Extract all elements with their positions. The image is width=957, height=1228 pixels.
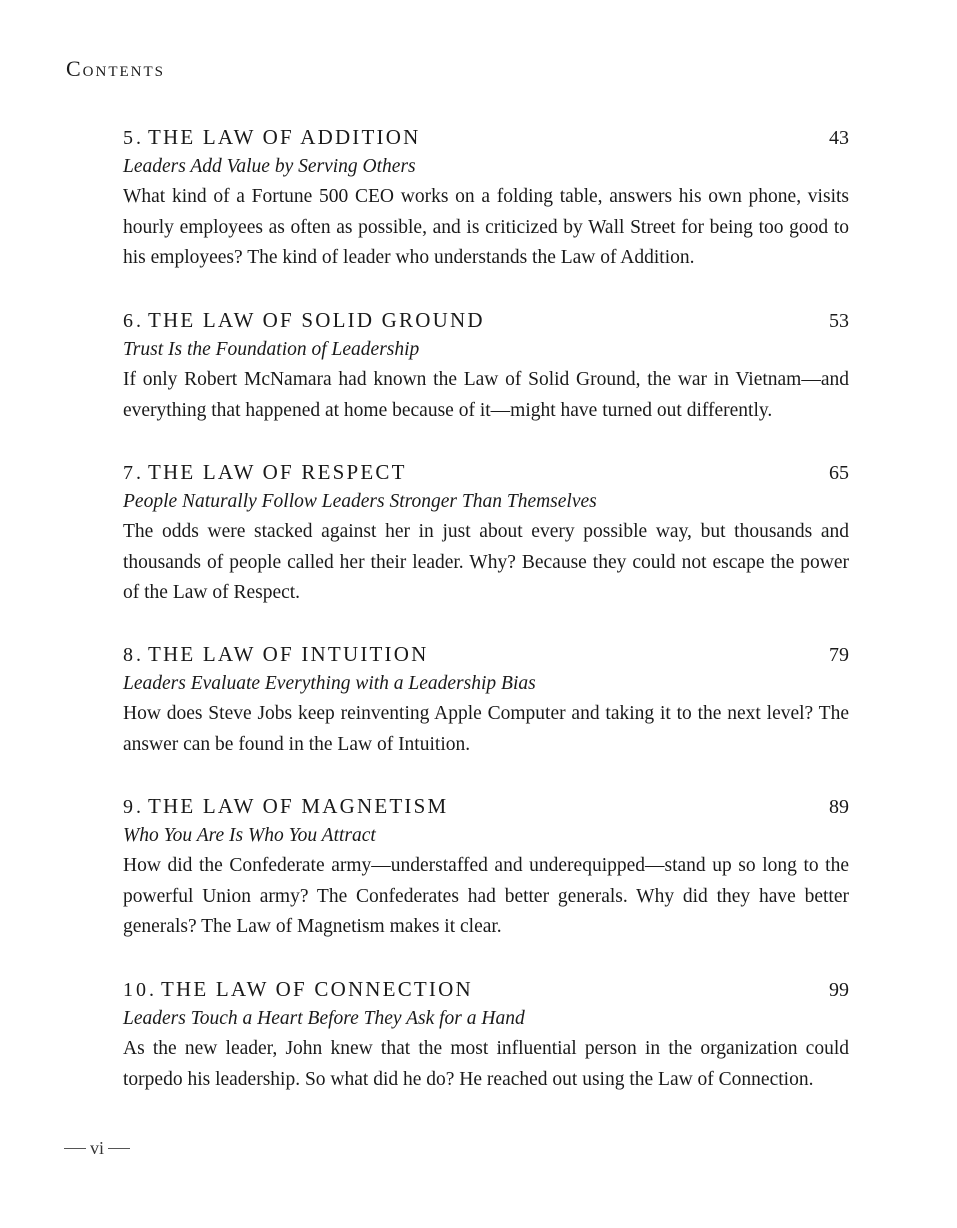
toc-entry-respect	[123, 457, 849, 609]
chapter-heading	[123, 639, 428, 672]
page-number: 99	[829, 979, 849, 1001]
chapter-title: THE LAW OF ADDITION	[148, 125, 421, 149]
toc-entry-connection	[123, 974, 849, 1095]
page-number: 53	[829, 310, 849, 332]
folio-number: vi	[90, 1138, 105, 1158]
chapter-number: 8.	[123, 644, 144, 666]
chapter-subtitle: Leaders Evaluate Everything with a Leadership Bias	[123, 673, 536, 694]
toc-entry-solid-ground	[123, 305, 849, 426]
page-number: 43	[829, 127, 849, 149]
chapter-number: 5.	[123, 127, 144, 149]
page-folio	[64, 1138, 130, 1159]
page-number: 65	[829, 462, 849, 484]
chapter-number: 7.	[123, 462, 144, 484]
toc-entry-addition	[123, 122, 849, 274]
chapter-heading	[123, 457, 407, 490]
chapter-blurb: How did the Confederate army—understaffed and underequipped—stand up so long to the powerful Union army? The Confederates had better generals. Why did they have better generals? The Law of Magnetism makes it clear.	[123, 855, 849, 937]
toc-entry-magnetism	[123, 791, 849, 943]
chapter-subtitle: Leaders Touch a Heart Before They Ask for a Hand	[123, 1008, 525, 1029]
toc-entry-heading	[123, 122, 849, 152]
chapter-subtitle: Leaders Add Value by Serving Others	[123, 156, 416, 177]
chapter-blurb: If only Robert McNamara had known the Law of Solid Ground, the war in Vietnam—and everything that happened at home because of it—might have turned out differently.	[123, 369, 849, 421]
chapter-title: THE LAW OF RESPECT	[148, 460, 407, 484]
chapter-title: THE LAW OF MAGNETISM	[148, 794, 449, 818]
chapter-blurb: The odds were stacked against her in just about every possible way, but thousands and thousands of people called her their leader. Why? Because they could not escape the power of the Law of Respect.	[123, 521, 849, 603]
chapter-blurb: What kind of a Fortune 500 CEO works on a folding table, answers his own phone, visits hourly employees as often as possible, and is criticized by Wall Street for being too good to his employees? The kind of leader who understands the Law of Addition.	[123, 186, 849, 268]
toc-entry-heading	[123, 639, 849, 669]
page-number: 79	[829, 644, 849, 666]
chapter-subtitle: Who You Are Is Who You Attract	[123, 825, 376, 846]
page-number: 89	[829, 796, 849, 818]
chapter-number: 10.	[123, 979, 157, 1001]
chapter-blurb: As the new leader, John knew that the most influential person in the organization could torpedo his leadership. So what did he do? He reached out using the Law of Connection.	[123, 1038, 849, 1090]
chapter-title: THE LAW OF SOLID GROUND	[148, 308, 485, 332]
chapter-heading	[123, 305, 485, 338]
chapter-heading	[123, 974, 473, 1007]
chapter-title: THE LAW OF CONNECTION	[161, 977, 473, 1001]
chapter-heading	[123, 122, 420, 155]
chapter-number: 9.	[123, 796, 144, 818]
chapter-subtitle: Trust Is the Foundation of Leadership	[123, 339, 420, 360]
toc-entry-heading	[123, 791, 849, 821]
running-head: Contents	[66, 56, 166, 81]
chapter-heading	[123, 791, 448, 824]
chapter-blurb: How does Steve Jobs keep reinventing Apple Computer and taking it to the next level? The answer can be found in the Law of Intuition.	[123, 703, 849, 755]
folio-dash-right	[108, 1148, 130, 1149]
toc-entry-intuition	[123, 639, 849, 760]
toc-entry-heading	[123, 305, 849, 335]
toc-entry-heading	[123, 974, 849, 1004]
toc-entry-heading	[123, 457, 849, 487]
chapter-subtitle: People Naturally Follow Leaders Stronger Than Themselves	[123, 491, 597, 512]
chapter-title: THE LAW OF INTUITION	[148, 642, 429, 666]
folio-dash-left	[64, 1148, 86, 1149]
chapter-number: 6.	[123, 310, 144, 332]
